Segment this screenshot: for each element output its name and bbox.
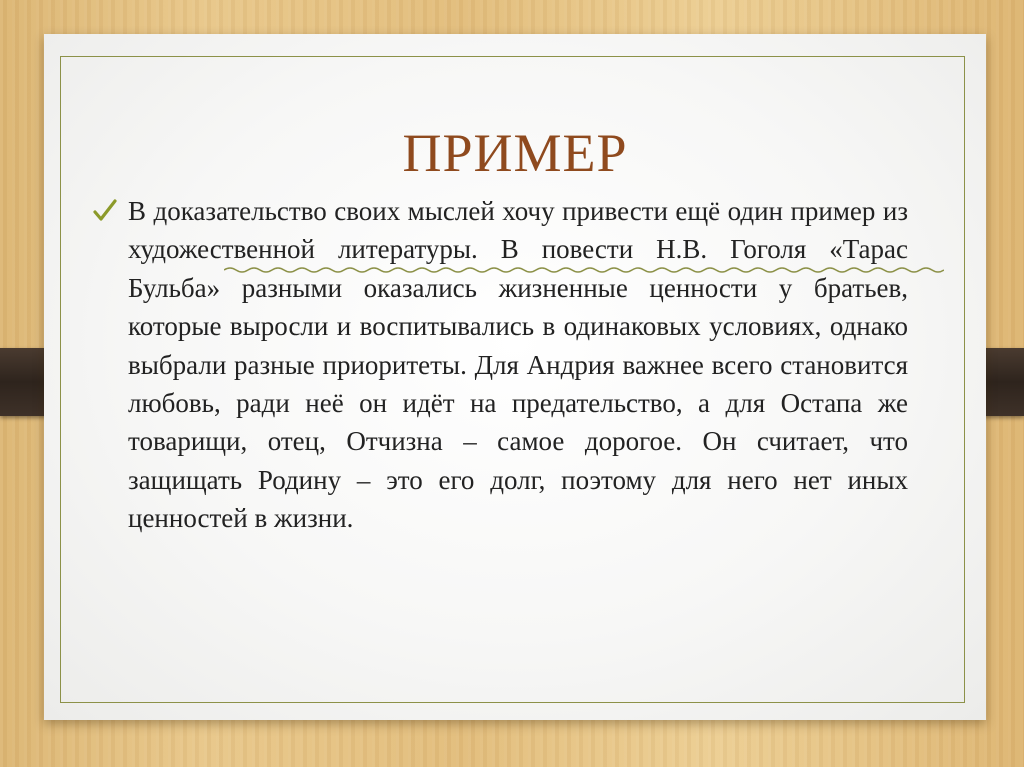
checkmark-icon: [92, 198, 118, 224]
slide-title: ПРИМЕР: [402, 123, 628, 183]
spellcheck-underline: [224, 264, 944, 274]
slide-card: [44, 34, 986, 720]
bullet-text: В доказательство своих мыслей хочу привести ещё один пример из художественной литературы. В повести Н.В. Гоголя «Тарас Бульба» разными оказались жизненные ценности у братьев, которые выросли и воспитывались в одинаковых условиях, однако выбрали разные приоритеты. Для Андрия важнее всего становится любовь, ради неё он идёт на предательство, а для Остапа же товарищи, отец, Отчизна – самое дорогое. Он считает, что защищать Родину – это его долг, поэтому для него нет иных ценностей в жизни.: [128, 196, 908, 534]
